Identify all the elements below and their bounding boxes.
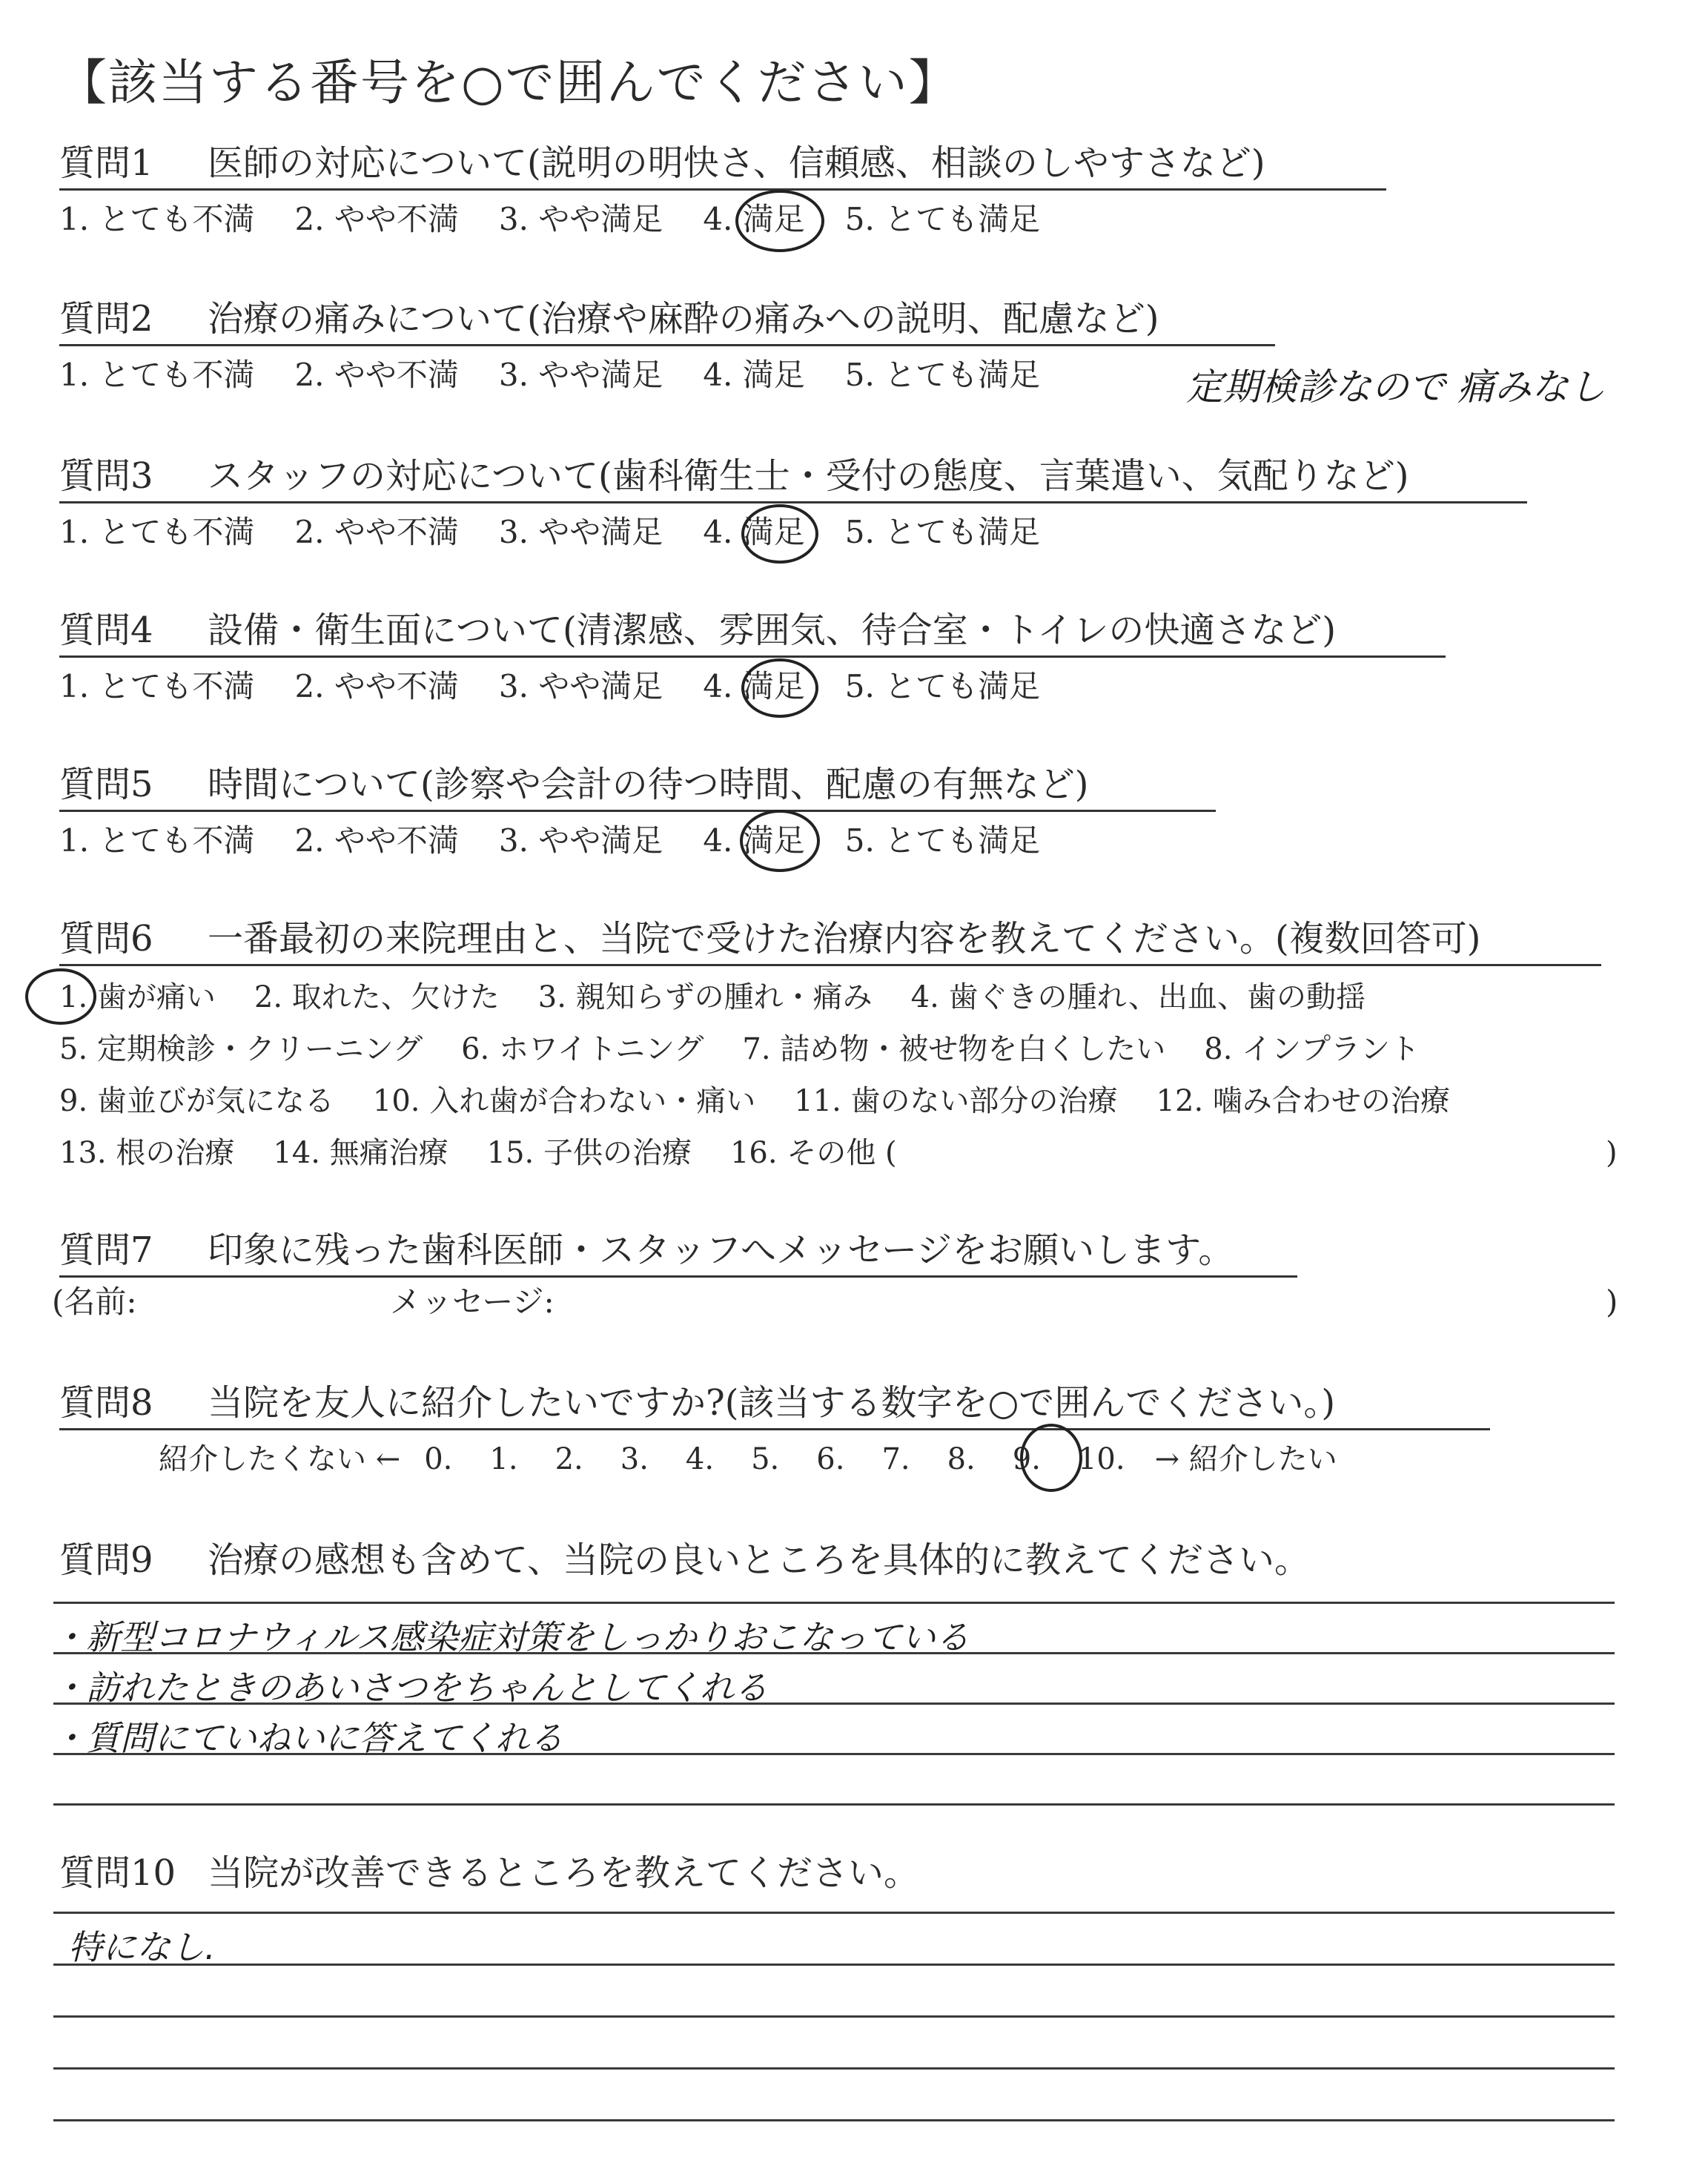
q9-answer-line-5	[53, 1803, 1615, 1806]
q10-answer-line-5	[53, 2119, 1615, 2121]
question-1-number: 質問1	[59, 142, 153, 184]
q7-message-label: メッセージ:	[390, 1284, 555, 1320]
q5-option-4[interactable]: 4. 満足	[703, 822, 805, 859]
q8-option-5[interactable]: 5.	[751, 1442, 780, 1476]
q9-answer-1: ・新型コロナウィルス感染症対策をしっかりおこなっている	[52, 1617, 970, 1657]
question-7-underline	[59, 1275, 1297, 1278]
q1-option-4[interactable]: 4. 満足	[703, 201, 805, 237]
question-2	[59, 297, 1159, 341]
question-3-number: 質問3	[59, 455, 153, 497]
q2-option-4[interactable]: 4. 満足	[703, 357, 805, 393]
question-2-handwritten-note: 定期検診なので 痛みなし	[1186, 366, 1606, 409]
question-4	[59, 608, 1336, 653]
question-6-text: 一番最初の来院理由と、当院で受けた治療内容を教えてください。(複数回答可)	[208, 918, 1481, 960]
q8-left-label: 紹介したくない ←	[159, 1442, 401, 1476]
question-8-text: 当院を友人に紹介したいですか?(該当する数字を○で囲んでください。)	[208, 1382, 1336, 1424]
q8-option-6[interactable]: 6.	[816, 1442, 845, 1476]
q8-option-4[interactable]: 4.	[685, 1442, 715, 1476]
question-4-underline	[59, 655, 1446, 658]
q8-option-1[interactable]: 1.	[489, 1442, 518, 1476]
question-3-options	[59, 510, 1080, 555]
question-2-options	[59, 353, 1080, 397]
q3-option-2[interactable]: 2. やや不満	[294, 514, 459, 550]
question-9-number: 質問9	[59, 1539, 153, 1581]
question-10-number: 質問10	[59, 1852, 176, 1894]
q3-option-4[interactable]: 4. 満足	[703, 514, 805, 550]
question-2-underline	[59, 344, 1275, 346]
q6-option-7[interactable]: 7. 詰め物・被せ物を白くしたい	[742, 1032, 1166, 1066]
q6-option-15[interactable]: 15. 子供の治療	[486, 1136, 692, 1170]
q10-answer-line-4	[53, 2067, 1615, 2070]
question-3-text: スタッフの対応について(歯科衛生士・受付の態度、言葉遣い、気配りなど)	[208, 455, 1409, 497]
q3-option-1[interactable]: 1. とても不満	[59, 514, 255, 550]
q8-option-10[interactable]: 10.	[1077, 1442, 1125, 1476]
question-8-underline	[59, 1428, 1490, 1430]
q6-row-3	[59, 1075, 1450, 1127]
question-5-number: 質問5	[59, 764, 153, 805]
question-3-underline	[59, 501, 1527, 503]
question-5-underline	[59, 810, 1216, 812]
page-title: 【該当する番号を○で囲んでください】	[58, 54, 959, 111]
q10-answer: 特になし.	[68, 1927, 216, 1967]
q6-option-4[interactable]: 4. 歯ぐきの腫れ、出血、歯の動揺	[910, 980, 1366, 1014]
q10-answer-line-3	[53, 2015, 1615, 2018]
question-1-underline	[59, 188, 1386, 191]
question-4-number: 質問4	[59, 610, 153, 651]
q4-option-4[interactable]: 4. 満足	[703, 668, 805, 704]
question-4-options	[59, 664, 1080, 709]
q5-option-2[interactable]: 2. やや不満	[294, 822, 459, 859]
q2-option-3[interactable]: 3. やや満足	[498, 357, 663, 393]
q8-scale	[159, 1437, 1337, 1482]
question-4-text: 設備・衛生面について(清潔感、雰囲気、待合室・トイレの快適さなど)	[208, 610, 1337, 651]
q3-option-3[interactable]: 3. やや満足	[498, 514, 663, 550]
q6-other-close-paren: )	[1606, 1136, 1618, 1170]
q6-option-2[interactable]: 2. 取れた、欠けた	[254, 980, 500, 1014]
question-6-options	[59, 971, 1450, 1179]
question-1-options	[59, 197, 1080, 242]
question-7-number: 質問7	[59, 1229, 153, 1271]
q5-option-1[interactable]: 1. とても不満	[59, 822, 255, 859]
q1-option-1[interactable]: 1. とても不満	[59, 201, 255, 237]
q1-option-3[interactable]: 3. やや満足	[498, 201, 663, 237]
q5-option-5[interactable]: 5. とても満足	[844, 822, 1041, 859]
question-1	[59, 141, 1265, 185]
q6-option-12[interactable]: 12. 噛み合わせの治療	[1156, 1084, 1450, 1118]
q8-option-7[interactable]: 7.	[881, 1442, 910, 1476]
q4-option-1[interactable]: 1. とても不満	[59, 668, 255, 704]
q1-option-5[interactable]: 5. とても満足	[844, 201, 1041, 237]
q8-option-2[interactable]: 2.	[555, 1442, 583, 1476]
q6-option-14[interactable]: 14. 無痛治療	[273, 1136, 448, 1170]
q4-option-5[interactable]: 5. とても満足	[844, 668, 1041, 704]
q6-row-2	[59, 1023, 1450, 1075]
question-2-text: 治療の痛みについて(治療や麻酔の痛みへの説明、配慮など)	[208, 298, 1159, 340]
question-5-options	[59, 819, 1080, 863]
q8-option-0[interactable]: 0.	[424, 1442, 453, 1476]
q6-option-8[interactable]: 8. インプラント	[1204, 1032, 1420, 1066]
question-1-text: 医師の対応について(説明の明快さ、信頼感、相談のしやすさなど)	[208, 142, 1265, 184]
q8-option-3[interactable]: 3.	[620, 1442, 649, 1476]
q10-answer-line-1	[53, 1912, 1615, 1914]
question-6-underline	[59, 964, 1601, 966]
q6-option-5[interactable]: 5. 定期検診・クリーニング	[59, 1032, 423, 1066]
question-10-text: 当院が改善できるところを教えてください。	[208, 1852, 920, 1894]
q8-option-9[interactable]: 9.	[1012, 1442, 1041, 1476]
question-6	[59, 916, 1480, 961]
q6-option-3[interactable]: 3. 親知らずの腫れ・痛み	[537, 980, 873, 1014]
q6-option-11[interactable]: 11. 歯のない部分の治療	[794, 1084, 1118, 1118]
q6-row-1	[59, 971, 1450, 1023]
question-8-number: 質問8	[59, 1382, 153, 1424]
q2-option-1[interactable]: 1. とても不満	[59, 357, 255, 393]
q2-option-2[interactable]: 2. やや不満	[294, 357, 459, 393]
question-3	[59, 454, 1409, 498]
question-5-text: 時間について(診察や会計の待つ時間、配慮の有無など)	[208, 764, 1089, 805]
q6-option-1[interactable]: 1. 歯が痛い	[59, 980, 216, 1014]
q7-name-label: (名前:	[52, 1284, 137, 1320]
question-7-text: 印象に残った歯科医師・スタッフへメッセージをお願いします。	[208, 1229, 1234, 1271]
q1-option-2[interactable]: 2. やや不満	[294, 201, 459, 237]
question-9	[59, 1538, 1310, 1582]
question-10	[59, 1851, 919, 1895]
q6-option-6[interactable]: 6. ホワイトニング	[461, 1032, 704, 1066]
q9-answer-2: ・訪れたときのあいさつをちゃんとしてくれる	[52, 1668, 768, 1708]
question-9-text: 治療の感想も含めて、当院の良いところを具体的に教えてください。	[208, 1539, 1311, 1581]
q6-option-16[interactable]: 16. その他 (	[729, 1136, 897, 1170]
q6-option-9[interactable]: 9. 歯並びが気になる	[59, 1084, 334, 1118]
q9-answer-3: ・質問にていねいに答えてくれる	[52, 1718, 563, 1758]
q4-option-2[interactable]: 2. やや不満	[294, 668, 459, 704]
q8-option-8[interactable]: 8.	[947, 1442, 976, 1476]
q5-option-3[interactable]: 3. やや満足	[498, 822, 663, 859]
q2-option-5[interactable]: 5. とても満足	[844, 357, 1041, 393]
question-2-number: 質問2	[59, 298, 153, 340]
q4-option-3[interactable]: 3. やや満足	[498, 668, 663, 704]
q6-row-4	[59, 1127, 1450, 1179]
q6-option-13[interactable]: 13. 根の治療	[59, 1136, 235, 1170]
q7-close-paren: )	[1606, 1284, 1618, 1320]
q9-answer-line-1	[53, 1602, 1615, 1604]
q3-option-5[interactable]: 5. とても満足	[844, 514, 1041, 550]
question-6-number: 質問6	[59, 918, 153, 960]
question-7	[59, 1228, 1234, 1272]
q10-answer-line-2	[53, 1964, 1615, 1966]
q6-option-10[interactable]: 10. 入れ歯が合わない・痛い	[372, 1084, 756, 1118]
question-5	[59, 762, 1089, 807]
q8-right-label: → 紹介したい	[1154, 1442, 1337, 1476]
question-8	[59, 1381, 1335, 1425]
